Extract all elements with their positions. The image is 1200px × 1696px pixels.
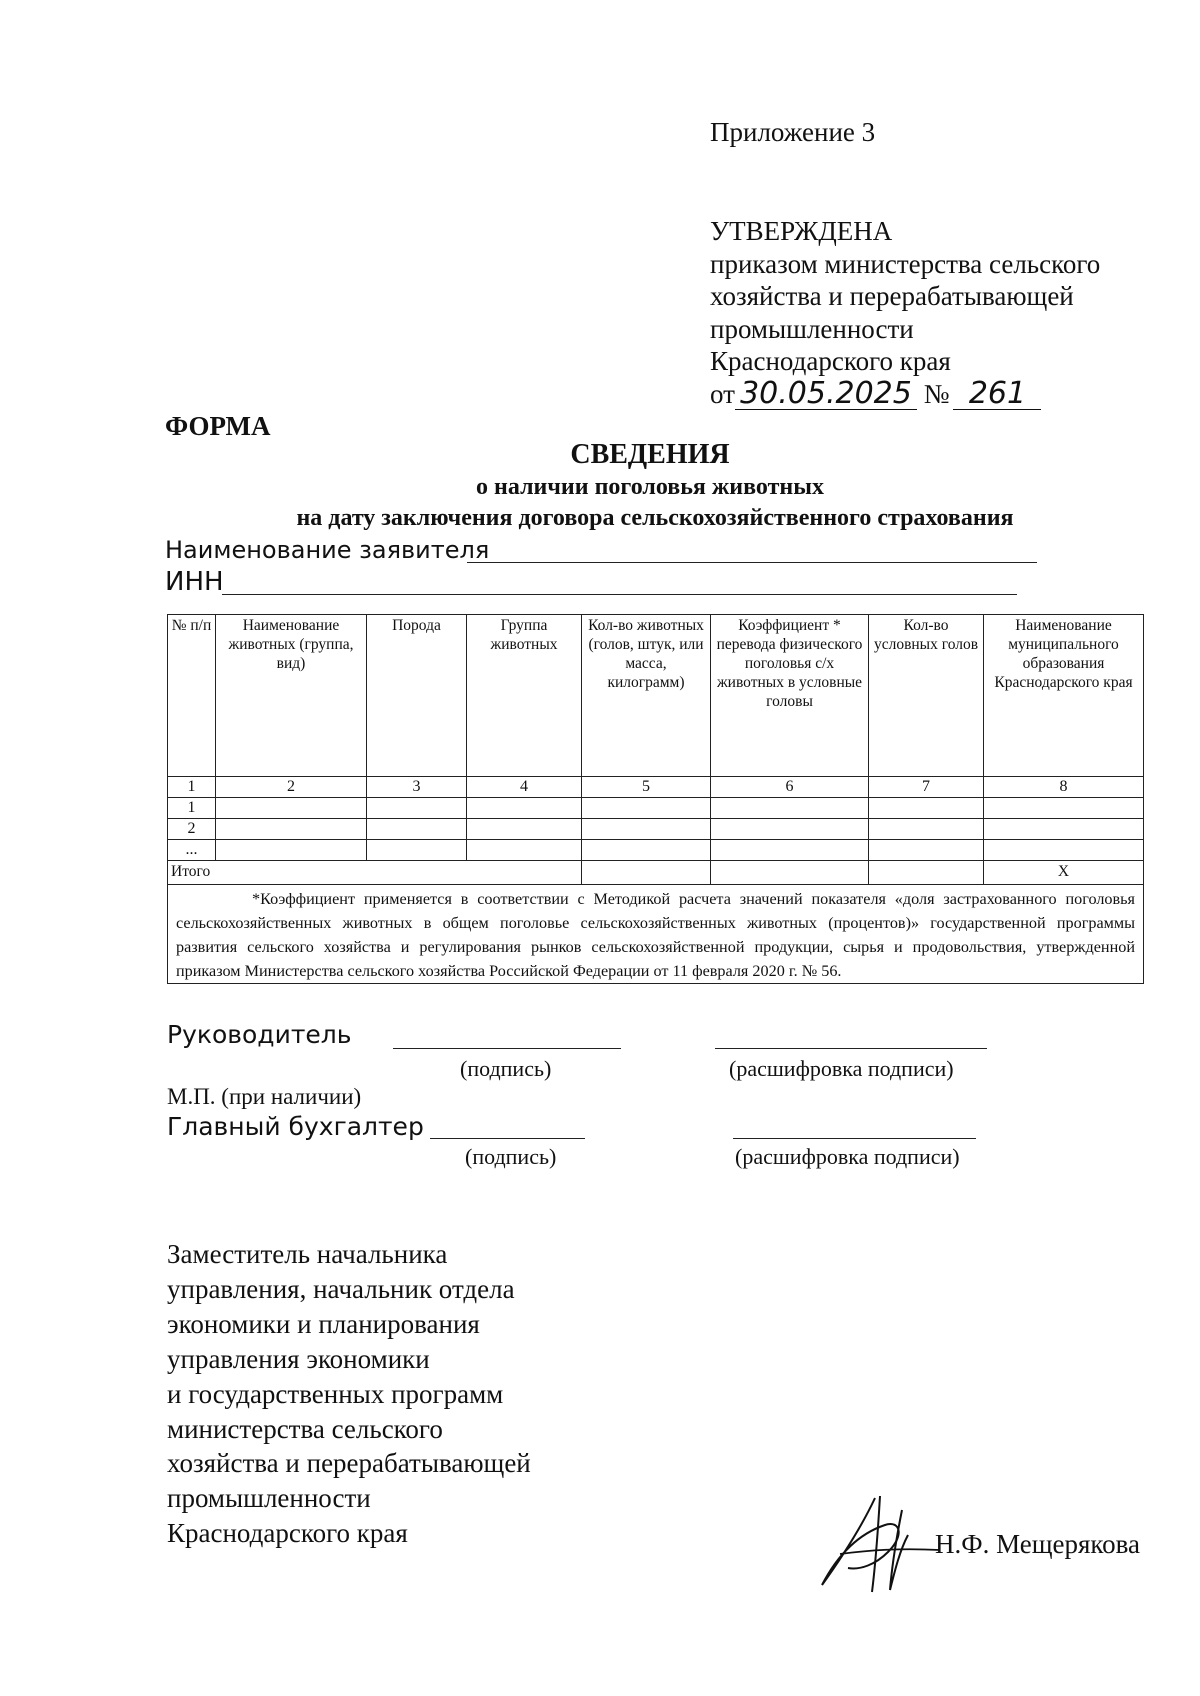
approval-block	[710, 215, 1170, 410]
handwritten-signature	[800, 1490, 950, 1600]
table-cell[interactable]	[984, 819, 1144, 840]
position-line: экономики и планирования	[167, 1308, 480, 1339]
table-cell[interactable]	[582, 840, 711, 861]
row-number: 1	[168, 798, 216, 819]
decoding-caption: (расшифровка подписи)	[729, 1056, 954, 1081]
table-cell[interactable]	[984, 840, 1144, 861]
column-number: 4	[467, 777, 582, 798]
row-number: 2	[168, 819, 216, 840]
position-line: Заместитель начальника	[167, 1239, 448, 1269]
row-number: ...	[168, 840, 216, 861]
table-cell[interactable]	[869, 840, 984, 861]
table-cell[interactable]	[711, 798, 869, 819]
approval-line: Краснодарского края	[710, 346, 951, 376]
approval-heading: УТВЕРЖДЕНА	[710, 216, 893, 246]
table-cell[interactable]	[367, 840, 467, 861]
column-number: 1	[168, 777, 216, 798]
head-label: Руководитель	[167, 1020, 352, 1049]
approval-date: 30.05.2025	[735, 379, 917, 410]
head-signature-field[interactable]	[393, 1048, 621, 1049]
column-number: 3	[367, 777, 467, 798]
column-number: 5	[582, 777, 711, 798]
table-cell[interactable]	[216, 819, 367, 840]
table-cell[interactable]	[711, 861, 869, 885]
position-line: и государственных программ	[167, 1378, 504, 1409]
approval-line: приказом министерства сельского	[710, 248, 1101, 279]
position-line: Краснодарского края	[167, 1518, 408, 1549]
position-line: промышленности	[167, 1483, 371, 1514]
approval-date-line	[710, 375, 1170, 411]
table-cell[interactable]	[984, 798, 1144, 819]
table-cell[interactable]	[869, 798, 984, 819]
accountant-signature-field[interactable]	[430, 1138, 585, 1139]
inn-label: ИНН	[165, 567, 224, 597]
footnote-row	[168, 885, 1144, 984]
table-header-cell: Группа животных	[467, 615, 582, 777]
from-label: от	[710, 378, 735, 409]
total-mark: Х	[984, 861, 1144, 885]
footnote	[168, 885, 1144, 984]
livestock-table	[167, 614, 1144, 984]
accountant-label: Главный бухгалтер	[167, 1112, 424, 1141]
table-cell[interactable]	[216, 798, 367, 819]
table-header-cell: Наименование муниципального образования Краснодарского края	[984, 615, 1144, 777]
signature-caption: (подпись)	[460, 1056, 552, 1081]
table-cell[interactable]	[367, 819, 467, 840]
stamp-label: М.П. (при наличии)	[167, 1084, 362, 1109]
applicant-field[interactable]	[467, 562, 1037, 563]
accountant-decoding-field[interactable]	[733, 1138, 976, 1139]
approval-line: хозяйства и перерабатывающей	[710, 281, 1074, 311]
applicant-label: Наименование заявителя	[165, 536, 490, 564]
approval-line: промышленности	[710, 313, 914, 344]
table-cell[interactable]	[467, 798, 582, 819]
position-line: хозяйства и перерабатывающей	[167, 1448, 531, 1479]
table-header-row	[168, 615, 1144, 777]
table-header-cell: Кол-во животных (голов, штук, или масса, килограмм)	[582, 615, 711, 777]
table-header-cell: № п/п	[168, 615, 216, 777]
decoding-caption: (расшифровка подписи)	[735, 1144, 960, 1169]
inn-field[interactable]	[222, 594, 1017, 595]
table-cell[interactable]	[216, 840, 367, 861]
total-row	[168, 861, 1144, 885]
appendix-label: Приложение 3	[710, 117, 876, 147]
approval-number: 261	[953, 379, 1041, 410]
table-cell[interactable]	[711, 840, 869, 861]
total-label: Итого	[168, 861, 582, 885]
column-number: 2	[216, 777, 367, 798]
document-title: СВЕДЕНИЯ	[570, 439, 730, 470]
footnote-text: *Коэффициент применяется в соответствии с Методикой расчета значений показателя «доля застрахованного поголовья сельскохозяйственных животных в общем поголовье сельскохозяйственных животных (процентов)» государственной программы развития сельского хозяйства и регулирования рынков сельскохозяйственной продукции, сырья и продовольствия, утвержденной приказом Министерства сельского хозяйства Российской Федерации от 11 февраля 2020 г. № 56.	[176, 890, 1135, 980]
document-subtitle: о наличии поголовья животных	[476, 474, 824, 500]
table-cell[interactable]	[869, 819, 984, 840]
position-line: управления экономики	[167, 1343, 430, 1374]
table-cell[interactable]	[582, 819, 711, 840]
table-row	[168, 840, 1144, 861]
table-cell[interactable]	[467, 840, 582, 861]
column-number-row	[168, 777, 1144, 798]
document-subtitle: на дату заключения договора сельскохозяйственного страхования	[296, 505, 1014, 531]
column-number: 8	[984, 777, 1144, 798]
signature-caption: (подпись)	[465, 1144, 557, 1169]
table-header-cell: Коэффициент * перевода физического поголовья с/х животных в условные головы	[711, 615, 869, 777]
form-label: ФОРМА	[165, 411, 271, 441]
number-label: №	[923, 378, 950, 409]
table-cell[interactable]	[367, 798, 467, 819]
position-line: управления, начальник отдела	[167, 1273, 515, 1304]
signatory-name: Н.Ф. Мещерякова	[935, 1529, 1141, 1559]
signatory-position	[167, 1237, 531, 1551]
column-number: 7	[869, 777, 984, 798]
table-header-cell: Порода	[367, 615, 467, 777]
head-decoding-field[interactable]	[715, 1048, 987, 1049]
table-cell[interactable]	[582, 798, 711, 819]
table-header-cell: Наименование животных (группа, вид)	[216, 615, 367, 777]
table-row	[168, 819, 1144, 840]
table-row	[168, 798, 1144, 819]
position-line: министерства сельского	[167, 1413, 443, 1444]
table-cell[interactable]	[467, 819, 582, 840]
column-number: 6	[711, 777, 869, 798]
table-cell[interactable]	[869, 861, 984, 885]
table-header-cell: Кол-во условных голов	[869, 615, 984, 777]
table-cell[interactable]	[711, 819, 869, 840]
table-cell[interactable]	[582, 861, 711, 885]
